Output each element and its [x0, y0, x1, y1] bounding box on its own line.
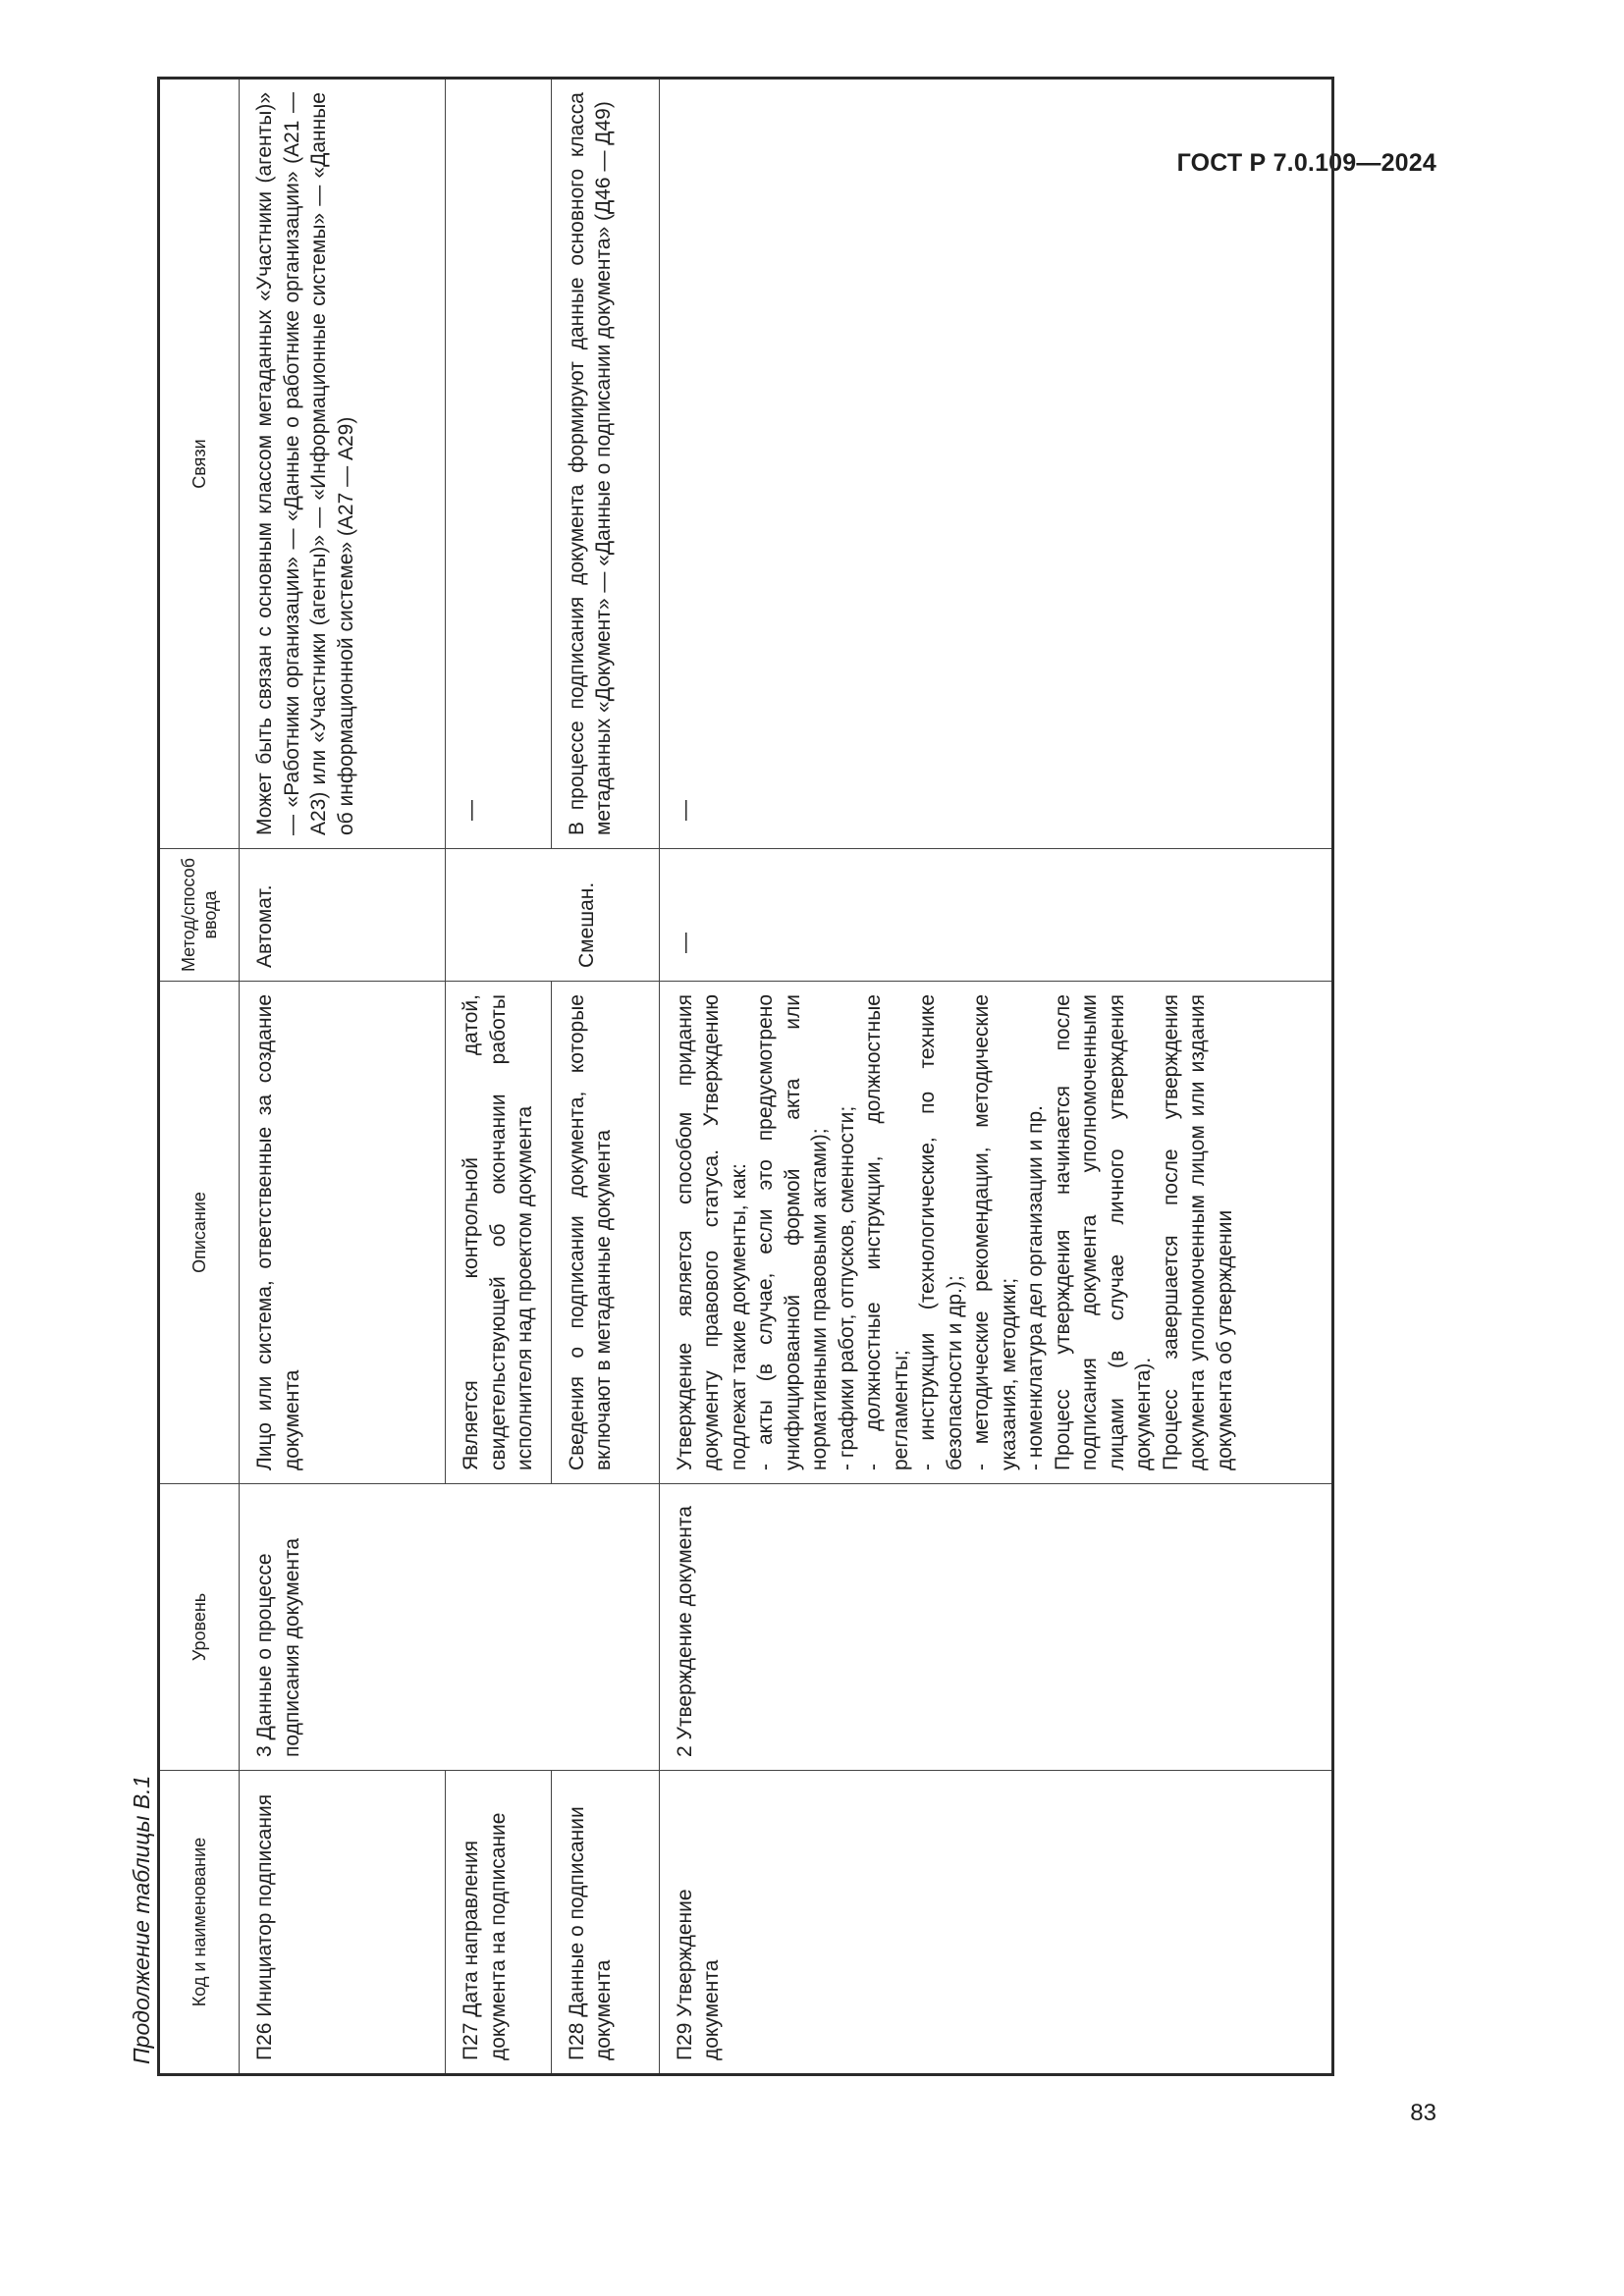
column-header-description: Описание: [159, 982, 240, 1484]
table-row: [659, 79, 1333, 2075]
column-header-level: Уровень: [159, 1484, 240, 1771]
cell-method: Смешан.: [446, 849, 660, 982]
description-line: - методические рекомендации, методические указания, методики;: [970, 994, 1020, 1470]
description-line: - номенклатура дел организации и пр.: [1024, 1105, 1047, 1470]
table-row: [551, 79, 659, 2075]
cell-level: 2 Утверждение документа: [659, 1484, 1333, 1771]
page-number: 83: [1410, 2100, 1436, 2126]
description-line: - акты (в случае, если это предусмотрено унифицированной формой акта или нормативными правовыми актами);: [754, 994, 831, 1470]
cell-links: Может быть связан с основным классом метаданных «Участники (агенты)» — «Работники организации» — «Данные о работнике организации» (А21 — А23) или «Участники (агенты)» — «Информационные системы» — «Данные об информационной системе» (А27 — А29): [240, 79, 446, 849]
cell-code: П28 Данные о подписании документа: [551, 1771, 659, 2075]
cell-description: [659, 982, 1333, 1484]
cell-level: 3 Данные о процессе подписания документа: [240, 1484, 660, 1771]
column-header-code: Код и наименование: [159, 1771, 240, 2075]
description-line: Процесс утверждения начинается после подписания документа уполномоченными лицами (в случае личного утверждения документа).: [1051, 994, 1155, 1470]
cell-description: Лицо или система, ответственные за создание документа: [240, 982, 446, 1484]
column-header-method: Метод/способ ввода: [159, 849, 240, 982]
rotated-table-area: [113, 36, 1328, 2076]
cell-description: Является контрольной датой, свидетельствующей об окончании работы исполнителя над проектом документа: [446, 982, 552, 1484]
description-line: - инструкции (технологические, по технике безопасности и др.);: [916, 994, 966, 1470]
description-line: Утверждение является способом придания документу правового статуса. Утверждению подлежат такие документы, как:: [673, 994, 750, 1470]
table-caption: Продолжение таблицы В.1: [129, 1775, 154, 2064]
cell-description: Сведения о подписании документа, которые включают в метаданные документа: [551, 982, 659, 1484]
cell-method: Автомат.: [240, 849, 446, 982]
cell-code: П29 Утверждение документа: [659, 1771, 1333, 2075]
cell-method: —: [659, 849, 1333, 982]
table-header-row: [159, 79, 240, 2075]
description-line: - должностные инструкции, должностные регламенты;: [862, 994, 912, 1470]
column-header-links: Связи: [159, 79, 240, 849]
cell-code: П27 Дата направления документа на подписание: [446, 1771, 552, 2075]
document-header: ГОСТ Р 7.0.109—2024: [1176, 149, 1436, 177]
cell-links: —: [446, 79, 552, 849]
table-row: [446, 79, 552, 2075]
description-line: - графики работ, отпусков, сменности;: [835, 1105, 858, 1470]
table-row: [240, 79, 446, 2075]
cell-links: —: [659, 79, 1333, 849]
description-line: Процесс завершается после утверждения документа уполномоченным лицом или издания документа об утверждении: [1159, 994, 1236, 1470]
metadata-table: [157, 77, 1334, 2076]
cell-code: П26 Инициатор подписания: [240, 1771, 446, 2075]
cell-links: В процессе подписания документа формируют данные основного класса метаданных «Документ» — «Данные о подписании документа» (Д46 — Д49): [551, 79, 659, 849]
